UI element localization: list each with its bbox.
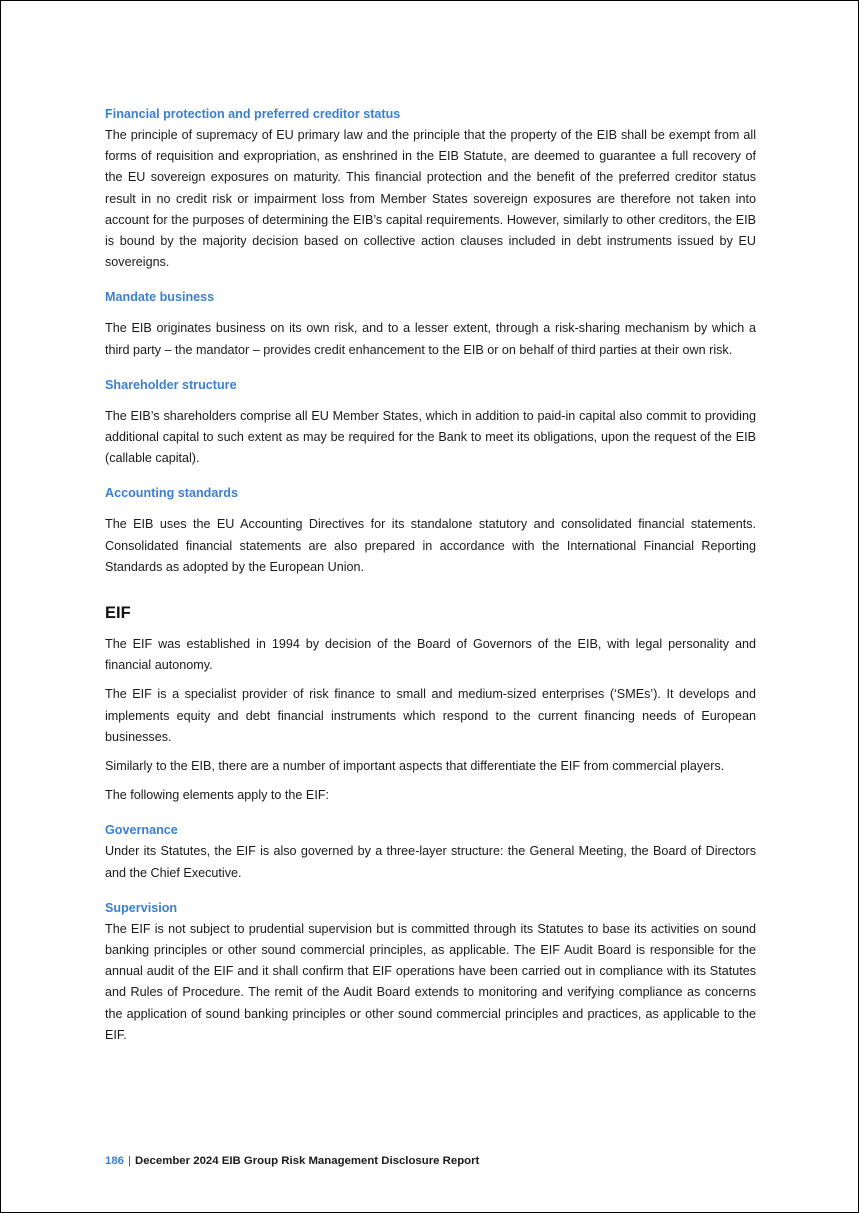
page-number: 186 [105, 1155, 125, 1167]
section-heading-eif: EIF [105, 604, 131, 623]
section-heading-governance: Governance [105, 823, 178, 838]
section-heading-supervision: Supervision [105, 900, 178, 915]
document-body [105, 104, 756, 1046]
section-text-mandate-business: The EIB originates business on its own risk, and to a lesser extent, through a risk-sharing mechanism by which a third party – the mandator – provides credit enhancement to the EIB or on behalf of third parties at their own risk. [105, 321, 756, 357]
eif-paragraph: Similarly to the EIB, there are a number of important aspects that differentiate the EIF from commercial players. [105, 759, 725, 774]
section-text-supervision: The EIF is not subject to prudential supervision but is committed through its Statutes to base its activities on sound banking principles or other sound commercial principles, as applicable. The EIF Audit Board is responsible for the annual audit of the EIF and it shall confirm that EIF operations have been carried out in compliance with its Statutes and Rules of Procedure. The remit of the Audit Board extends to monitoring and verifying compliance as concerns the application of sound banking principles or other sound commercial principles and practices, as applicable to the EIF. [105, 921, 756, 1042]
eif-paragraph: The EIF is a specialist provider of risk finance to small and medium-sized enterprises (‘SMEs’). It develops and implements equity and debt financial instruments which respond to the current financing needs of European businesses. [105, 687, 756, 744]
page-footer [105, 1153, 479, 1169]
footer-separator: | [128, 1155, 131, 1167]
section-heading-shareholder-structure: Shareholder structure [105, 377, 237, 392]
report-title: December 2024 EIB Group Risk Management Disclosure Report [134, 1155, 480, 1167]
eif-paragraph: The EIF was established in 1994 by decision of the Board of Governors of the EIB, with legal personality and financial autonomy. [105, 637, 756, 673]
section-text-governance: Under its Statutes, the EIF is also governed by a three-layer structure: the General Meeting, the Board of Directors and the Chief Executive. [105, 844, 756, 880]
section-text-accounting-standards: The EIB uses the EU Accounting Directives for its standalone statutory and consolidated financial statements. Consolidated financial statements are also prepared in accordance with the International Financial Reporting Standards as adopted by the European Union. [105, 517, 756, 574]
section-text-shareholder-structure: The EIB’s shareholders comprise all EU Member States, which in addition to paid-in capital also commit to providing additional capital to such extent as may be required for the Bank to meet its obligations, upon the request of the EIB (callable capital). [105, 408, 756, 466]
section-heading-mandate-business: Mandate business [105, 290, 215, 305]
section-text-financial-protection: The principle of supremacy of EU primary law and the principle that the property of the EIB shall be exempt from all forms of requisition and expropriation, as enshrined in the EIB Statute, are deemed to guarantee a full recovery of the EU sovereign exposures on maturity. This financial protection and the benefit of the preferred creditor status result in no credit risk or impairment loss from Member States sovereign exposures are therefore not taken into account for the purposes of determining the EIB’s capital requirements. However, similarly to other creditors, the EIB is bound by the majority decision based on collective action clauses included in debt instruments issued by EU sovereigns. [105, 128, 756, 270]
section-heading-accounting-standards: Accounting standards [105, 486, 238, 501]
eif-paragraph: The following elements apply to the EIF: [105, 788, 330, 803]
section-heading-financial-protection: Financial protection and preferred creditor status [105, 107, 401, 121]
